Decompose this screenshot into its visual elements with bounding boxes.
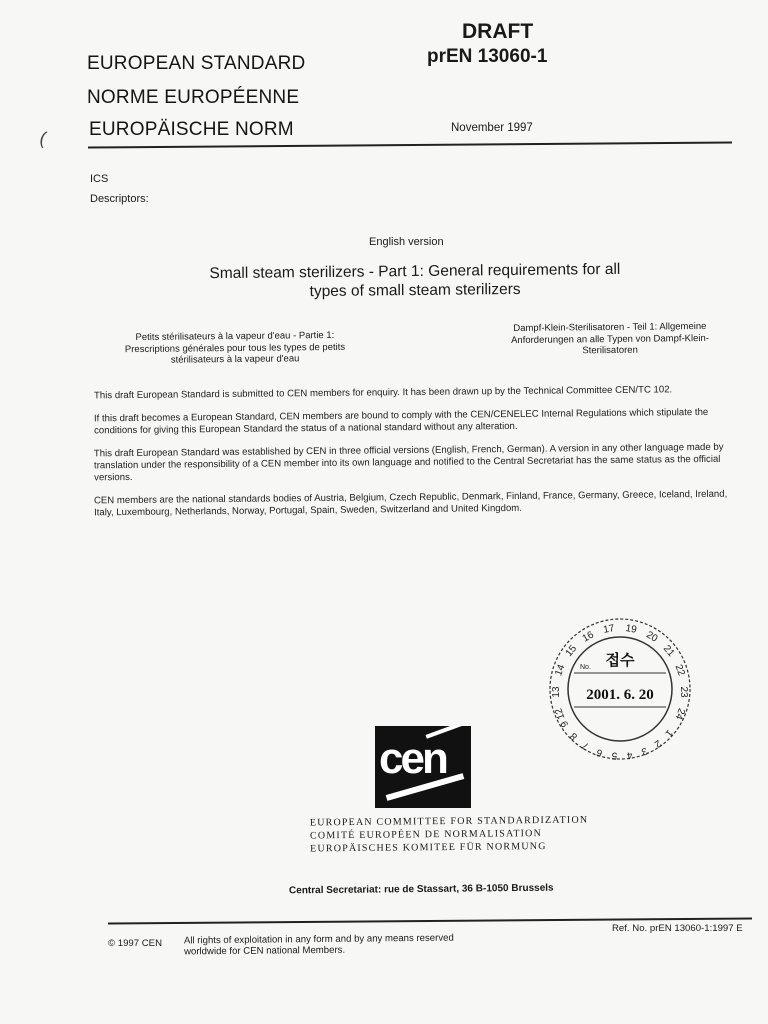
stamp-bottom-number: 6 — [595, 746, 604, 759]
title-fr-line: stérilisateurs à la vapeur d'eau — [170, 353, 300, 366]
stamp-top-number: 15 — [563, 643, 580, 659]
document-reference: prEN 13060-1 — [427, 46, 548, 67]
stamp-top-number: 20 — [644, 629, 660, 645]
title-de — [480, 321, 740, 358]
cen-logo — [375, 726, 471, 808]
standard-title-de: EUROPÄISCHE NORM — [89, 119, 294, 140]
committee-en: EUROPEAN COMMITTEE FOR STANDARDIZATION — [309, 814, 589, 829]
stamp-date: 2001. 6. 20 — [586, 687, 654, 703]
rights-line: worldwide for CEN national Members. — [184, 944, 346, 958]
margin-mark: ( — [37, 127, 49, 149]
document-title — [155, 259, 675, 302]
stamp-top-number: 21 — [660, 643, 677, 659]
standard-title-en: EUROPEAN STANDARD — [87, 53, 306, 74]
title-line-1: Small steam sterilizers - Part 1: General requirements for all — [209, 260, 621, 283]
stamp-top-number: 24 — [672, 706, 687, 721]
paragraph-enquiry: This draft European Standard is submitted to CEN members for enquiry. It has been drawn up by the Technical Committee CEN/TC 102. — [93, 384, 673, 402]
stamp-bottom-number: 3 — [639, 744, 649, 757]
stamp-top-number: 22 — [672, 663, 687, 678]
version-label: English version — [369, 236, 444, 248]
title-fr-line: Petits stérilisateurs à la vapeur d'eau - Partie 1: — [135, 329, 335, 344]
stamp-bottom-number: 5 — [611, 749, 618, 762]
committee-names — [310, 814, 589, 856]
standard-title-fr: NORME EUROPÉENNE — [87, 87, 300, 108]
stamp-korean: 접수 — [605, 651, 635, 669]
committee-fr: COMITÉ EUROPÉEN DE NORMALISATION — [309, 828, 543, 842]
rights-line: All rights of exploitation in any form and by any means reserved — [183, 932, 454, 947]
stamp-top-number: 12 — [553, 706, 568, 721]
stamp-top-number: 17 — [602, 623, 616, 636]
stamp-top-number: 14 — [553, 663, 568, 678]
stamp-top-number: 19 — [624, 623, 638, 636]
stamp-bottom-number: 7 — [580, 739, 592, 752]
reception-stamp — [540, 615, 700, 765]
cen-logo-text: cen — [379, 734, 446, 783]
stamp-bottom-number: 9 — [558, 718, 572, 729]
title-de-line: Sterilisatoren — [582, 344, 638, 357]
stamp-top-number: 23 — [678, 686, 689, 698]
paragraph-members: CEN members are the national standards bodies of Austria, Belgium, Czech Republic, Denmark, Finland, France, Germany, Greece, Iceland, Ireland, Italy, Luxembourg, Netherlands, Norway, Portugal, Spain, Sweden, Switzerland and United Kingdom. — [93, 488, 728, 519]
header-rule — [88, 141, 732, 148]
paragraph-versions: This draft European Standard was established by CEN in three official versions (English, French, German). A version in any other language made by translation under the responsibility of a CEN member into its own language and notified to the Central Secretariat has the same status as the official versions. — [93, 441, 724, 484]
title-de-line: Dampf-Klein-Sterilisatoren - Teil 1: Allgemeine — [513, 320, 707, 335]
title-de-line: Anforderungen an alle Typen von Dampf-Klein- — [511, 332, 709, 346]
stamp-bottom-number: 8 — [568, 730, 580, 742]
stamp-top-number: 13 — [551, 686, 562, 698]
stamp-bottom-number: 2 — [652, 737, 664, 750]
title-line-2: types of small steam sterilizers — [309, 280, 521, 301]
central-secretariat: Central Secretariat: rue de Stassart, 36 B-1050 Brussels — [288, 882, 554, 897]
title-fr — [100, 330, 370, 367]
ics-label: ICS — [90, 173, 109, 185]
draft-label: DRAFT — [462, 20, 534, 43]
rights-notice — [184, 933, 454, 958]
stamp-top-number: 16 — [580, 629, 596, 645]
document-date: November 1997 — [451, 122, 533, 134]
stamp-bottom-number: 4 — [626, 748, 634, 761]
stamp-no-label: No. — [580, 664, 591, 671]
reference-number: Ref. No. prEN 13060-1:1997 E — [612, 923, 743, 934]
stamp-bottom-number: 1 — [662, 727, 675, 739]
title-fr-line: Prescriptions générales pour tous les types de petits — [124, 341, 346, 355]
paragraph-regulations: If this draft becomes a European Standard, CEN members are bound to comply with the CEN/CENELEC Internal Regulations which stipulate the conditions for giving this European Standard the status of a national standard without any alteration. — [93, 406, 709, 437]
committee-de: EUROPÄISCHES KOMITEE FÜR NORMUNG — [310, 840, 547, 855]
copyright: © 1997 CEN — [108, 938, 162, 949]
descriptors-label: Descriptors: — [90, 193, 149, 205]
